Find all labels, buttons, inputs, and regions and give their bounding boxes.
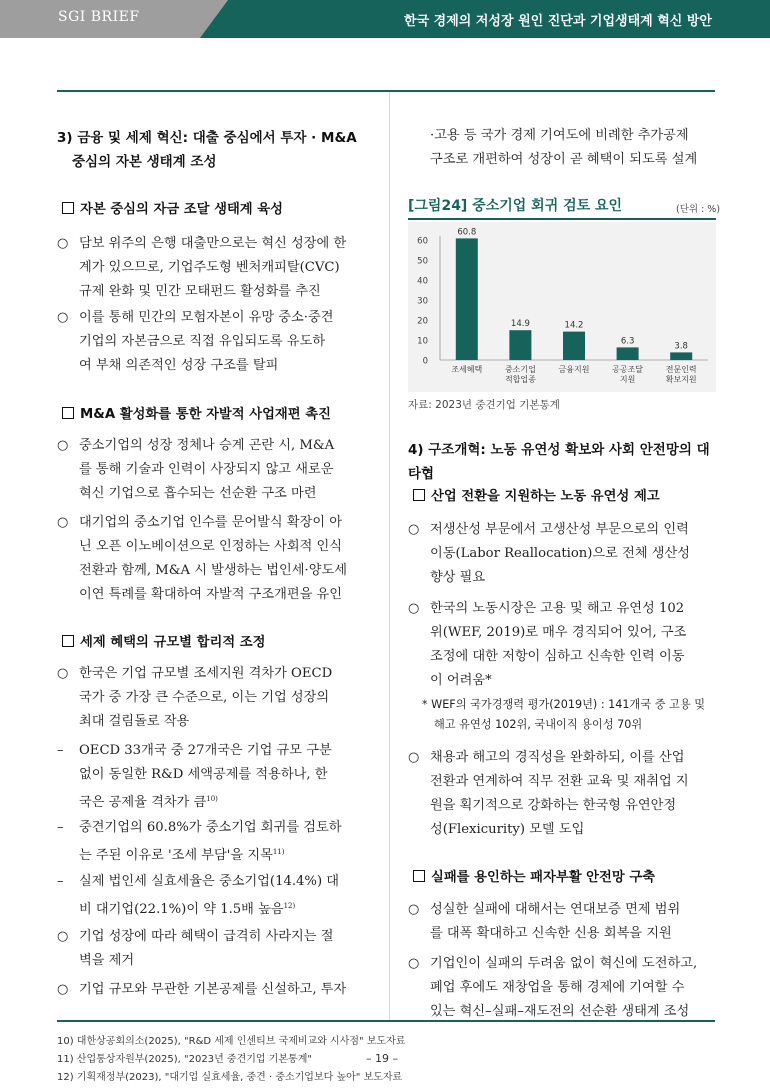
circle-bullet-icon: ○ <box>57 310 69 325</box>
text-line: * WEF의 국가경쟁력 평가(2019년) : 141개국 중 고용 및 <box>422 698 706 711</box>
column-divider <box>389 92 390 1020</box>
subheading-labor <box>413 485 660 504</box>
bullet-item <box>408 746 723 842</box>
bullet-item <box>57 232 372 304</box>
dash-bullet-icon: – <box>57 874 64 889</box>
text-line: 닌 오픈 이노베이션으로 인정하는 사회적 인식 <box>79 539 343 554</box>
text-line: 기업인이 실패의 두려움 없이 혁신에 도전하고, <box>430 956 698 971</box>
text-line: 없이 동일한 R&D 세액공제를 적용하나, 한 <box>79 767 328 782</box>
figure-title: [그림24] 중소기업 회귀 검토 요인 <box>408 198 623 214</box>
bar <box>617 347 639 360</box>
bullet-item <box>57 434 372 506</box>
text-line: 대기업의 중소기업 인수를 문어발식 확장이 아 <box>79 515 343 530</box>
text-line: 위(WEF, 2019)로 매우 경직되어 있어, 구조 <box>430 625 687 640</box>
footnote-ref: 11) <box>272 848 285 856</box>
dash-item <box>57 816 372 868</box>
checkbox-square-icon <box>62 202 74 214</box>
text-line: 계가 있으므로, 기업주도형 벤처캐피탈(CVC) <box>79 260 340 275</box>
figure-rule <box>408 218 716 220</box>
subheading-mna <box>62 403 331 422</box>
subheading-text: M&A 활성화를 통한 자발적 사업재편 촉진 <box>80 407 331 422</box>
header-right-title: 한국 경제의 저성장 원인 진단과 기업생태계 혁신 방안 <box>404 14 712 29</box>
circle-bullet-icon: ○ <box>57 666 69 681</box>
text-line: 성(Flexicurity) 모델 도입 <box>430 822 585 837</box>
text-line: ·고용 등 국가 경제 기여도에 비례한 추가공제 <box>430 128 689 143</box>
section-title-4: 4) 구조개혁: 노동 유연성 확보와 사회 안전망의 대타협 <box>408 442 710 482</box>
checkbox-square-icon <box>62 635 74 647</box>
text-line: 규제 완화 및 민간 모태펀드 활성화를 추진 <box>79 284 321 299</box>
bar-value-label: 3.8 <box>674 341 688 352</box>
circle-bullet-icon: ○ <box>57 929 69 944</box>
text-line: 실제 법인세 실효세율은 중소기업(14.4%) 대 <box>79 874 340 889</box>
text-line: 를 대폭 확대하고 신속한 신용 회복을 지원 <box>430 926 672 941</box>
subheading-safety-net <box>413 866 655 885</box>
text-fragment: 는 주된 이유로 '조세 부담'을 지목 <box>79 848 273 863</box>
dash-item <box>57 739 372 815</box>
subheading-capital-ecosystem <box>62 198 283 217</box>
bullet-item <box>57 511 372 607</box>
text-line <box>79 787 372 815</box>
y-tick-label: 40 <box>417 276 428 287</box>
text-line: 한국의 노동시장은 고용 및 해고 유연성 102 <box>430 601 685 616</box>
text-line: 한국은 기업 규모별 조세지원 격차가 OECD <box>79 666 333 681</box>
continued-text <box>430 124 730 172</box>
text-line: 성실한 실패에 대해서는 연대보증 면제 범위 <box>430 902 681 917</box>
figure-chart-area <box>408 222 716 392</box>
circle-bullet-icon: ○ <box>408 601 420 616</box>
footnote-ref: 12) <box>283 902 296 910</box>
circle-bullet-icon: ○ <box>57 438 69 453</box>
circle-bullet-icon: ○ <box>408 902 420 917</box>
text-line: 기업의 자본금으로 직접 유입되도록 유도하 <box>79 334 326 349</box>
text-line: 이를 통해 민간의 모험자본이 유망 중소·중견 <box>79 310 334 325</box>
text-line: 채용과 해고의 경직성을 완화하되, 이를 산업 <box>430 750 685 765</box>
dash-item <box>57 870 372 922</box>
text-line: 중견기업의 60.8%가 중소기업 회귀를 검토하 <box>79 820 342 835</box>
text-line: 원을 획기적으로 강화하는 한국형 유연안정 <box>430 798 677 813</box>
text-line: 전환과 연계하여 직무 전환 교육 및 재취업 지 <box>430 774 689 789</box>
bullet-item <box>57 662 372 734</box>
text-line: 담보 위주의 은행 대출만으로는 혁신 성장에 한 <box>79 236 347 251</box>
footnote-11: 11) 산업통상자원부(2025), "2023년 중견기업 기본통계" <box>57 1054 312 1065</box>
footnote-10: 10) 대한상공회의소(2025), "R&D 세제 인센티브 국제비교와 시사점" 보도자료 <box>57 1036 406 1047</box>
circle-bullet-icon: ○ <box>57 515 69 530</box>
bullet-item <box>408 597 723 693</box>
subheading-text: 실패를 용인하는 패자부활 안전망 구축 <box>431 870 656 885</box>
text-line <box>79 840 372 868</box>
text-line: 구조로 개편하여 성장이 곧 혜택이 되도록 설계 <box>430 152 698 167</box>
text-line: 해고 유연성 102위, 국내이직 용이성 70위 <box>434 718 643 731</box>
checkbox-square-icon <box>413 870 425 882</box>
text-line: 벽을 제거 <box>79 953 135 968</box>
bullet-item <box>408 952 723 1024</box>
category-label: 공공조달 <box>612 365 644 374</box>
bar <box>563 332 585 360</box>
figure-unit: (단위 : %) <box>676 204 721 215</box>
text-line: 이연 특례를 확대하여 자발적 구조개편을 유인 <box>79 587 343 602</box>
bar <box>670 352 692 360</box>
text-line: 최대 걸림돌로 작용 <box>79 714 190 729</box>
bullet-item <box>57 925 372 973</box>
bar-value-label: 60.8 <box>457 227 477 238</box>
bullet-item <box>408 898 723 946</box>
text-line: 저생산성 부문에서 고생산성 부문으로의 인력 <box>430 522 689 537</box>
section-title-3-line1: 3) 금융 및 세제 혁신: 대출 중심에서 투자 · M&A <box>57 130 357 146</box>
y-tick-label: 20 <box>417 316 428 327</box>
wef-note <box>422 695 705 735</box>
bar-value-label: 6.3 <box>620 336 635 347</box>
y-tick-label: 10 <box>417 336 428 347</box>
top-rule <box>57 90 715 92</box>
category-label: 적합업종 <box>504 375 536 384</box>
bullet-item <box>57 306 372 378</box>
bullet-item <box>57 978 372 1002</box>
subheading-text: 산업 전환을 지원하는 노동 유연성 제고 <box>431 489 660 504</box>
bullet-item <box>408 518 723 590</box>
text-line: 향상 필요 <box>430 570 486 585</box>
bar-value-label: 14.9 <box>510 319 530 330</box>
text-line: 이 어려움* <box>430 673 492 688</box>
footnote-12: 12) 기획재정부(2023), "대기업 실효세율, 중견 · 중소기업보다 높아" 보도자료 <box>57 1072 403 1083</box>
circle-bullet-icon: ○ <box>408 522 420 537</box>
text-line: 여 부채 의존적인 성장 구조를 탈피 <box>79 358 279 373</box>
bar <box>456 238 478 360</box>
text-line: 기업 성장에 따라 혜택이 급격히 사라지는 절 <box>79 929 334 944</box>
header-left-title: SGI BRIEF <box>58 9 140 25</box>
bar-chart <box>408 222 716 392</box>
y-tick-label: 0 <box>422 356 428 367</box>
category-label: 중소기업 <box>504 365 536 374</box>
checkbox-square-icon <box>413 489 425 501</box>
category-label: 확보지원 <box>665 375 697 384</box>
category-label: 금융지원 <box>558 365 590 374</box>
bar <box>509 330 531 360</box>
section-title-3-line2: 중심의 자본 생태계 조성 <box>72 154 217 170</box>
text-line: 이동(Labor Reallocation)으로 전체 생산성 <box>430 546 690 561</box>
figure-source: 자료: 2023년 중견기업 기본통계 <box>408 399 560 411</box>
y-tick-label: 30 <box>417 296 428 307</box>
text-line: OECD 33개국 중 27개국은 기업 규모 구분 <box>79 743 332 758</box>
category-label: 전문인력 <box>665 365 697 374</box>
subheading-text: 자본 중심의 자금 조달 생태계 육성 <box>80 202 283 217</box>
bottom-rule <box>57 1020 715 1022</box>
text-line <box>79 894 372 922</box>
text-line: 기업 규모와 무관한 기본공제를 신설하고, 투자 <box>79 982 347 997</box>
page-number: – 19 – <box>366 1052 398 1065</box>
text-line: 국가 중 가장 큰 수준으로, 이는 기업 성장의 <box>79 690 330 705</box>
circle-bullet-icon: ○ <box>57 982 69 997</box>
circle-bullet-icon: ○ <box>57 236 69 251</box>
text-line: 조정에 대한 저항이 심하고 신속한 인력 이동 <box>430 649 685 664</box>
text-fragment: 국은 공제율 격차가 큼 <box>79 795 207 810</box>
text-line: 중소기업의 성장 정체나 승계 곤란 시, M&A <box>79 438 335 453</box>
y-tick-label: 50 <box>417 256 428 267</box>
text-fragment: 비 대기업(22.1%)이 약 1.5배 높음 <box>79 902 284 917</box>
text-line: 를 통해 기술과 인력이 사장되지 않고 새로운 <box>79 462 334 477</box>
dash-bullet-icon: – <box>57 743 64 758</box>
category-label: 조세혜택 <box>451 365 483 374</box>
text-line: 전환과 함께, M&A 시 발생하는 법인세·양도세 <box>79 563 347 578</box>
category-label: 지원 <box>619 375 636 384</box>
text-line: 혁신 기업으로 흡수되는 선순환 구조 마련 <box>79 486 317 501</box>
dash-bullet-icon: – <box>57 820 64 835</box>
subheading-tax <box>62 631 266 650</box>
checkbox-square-icon <box>62 407 74 419</box>
circle-bullet-icon: ○ <box>408 750 420 765</box>
footnote-ref: 10) <box>206 795 218 803</box>
circle-bullet-icon: ○ <box>408 956 420 971</box>
bar-value-label: 14.2 <box>564 320 584 331</box>
subheading-text: 세제 혜택의 규모별 합리적 조정 <box>80 635 266 650</box>
text-line: 폐업 후에도 재창업을 통해 경제에 기여할 수 <box>430 980 685 995</box>
y-tick-label: 60 <box>417 236 428 247</box>
text-line: 있는 혁신–실패–재도전의 선순환 생태계 조성 <box>430 1004 690 1019</box>
